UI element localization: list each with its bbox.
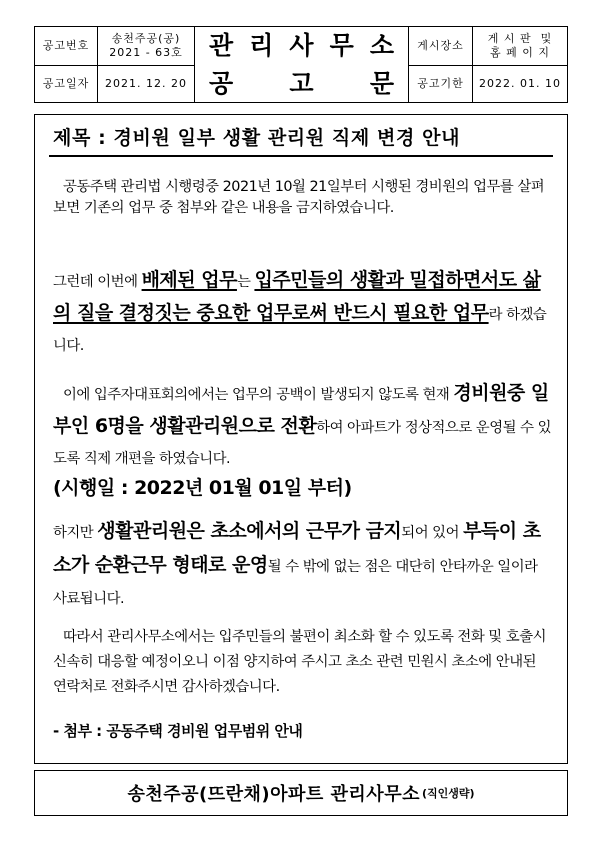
paragraph-2-text-a: 그런데 이번에 [53,274,142,290]
office-title-char-3: 사 [289,31,314,60]
date-label: 공고일자 [35,65,98,102]
paragraph-5: 따라서 관리사무소에서는 입주민들의 불편이 최소화 할 수 있도록 전화 및 호출시 신속히 대응할 예정이오니 이점 양지하여 주시고 초소 관련 민원시 초소에 안내된 연락처로 전화주시면 감사하겠습니다. [53,629,546,695]
office-title-char-5: 소 [369,31,394,60]
notice-body [34,114,568,764]
paragraph-4-emph-rotation: 부득이 초소가 순환근무 형태로 운영 [53,520,541,576]
paragraph-4-text-c: 되어 있어 [401,525,464,541]
paragraph-2-emph-excluded: 배제된 업무 [141,269,237,291]
posting-place-value-line1: 게 시 판 및 [487,32,553,45]
paragraph-4-emph-prohibited: 생활관리원은 초소에서의 근무가 금지 [97,520,402,542]
date-value: 2021. 12. 20 [98,65,195,102]
notice-header-table [34,26,568,103]
issuer-footer [34,770,568,816]
notice-title-char-2: 고 [289,68,314,98]
paragraph-2-emph-important: 입주민들의 생활과 밀접하면서도 삶의 질을 결정짓는 중요한 업무로써 반드시 필요한 업무 [53,269,541,324]
paragraph-4-text-a: 하지만 [53,525,98,541]
office-title [195,27,409,65]
office-title-char-4: 무 [329,31,354,60]
notice-title [195,65,409,102]
paragraph-3-text-a: 이에 입주자대표회의에서는 업무의 공백이 발생되지 않도록 현재 [63,387,454,403]
attachment-note: - 첨부 : 공동주택 경비원 업무범위 안내 [53,722,303,740]
paragraph-4 [53,515,553,615]
period-value: 2022. 01. 10 [479,76,561,90]
office-title-char-1: 관 [209,31,234,60]
notice-no-label: 공고번호 [35,27,98,65]
notice-title-char-1: 공 [209,68,234,98]
paragraph-2-text-c: 는 [236,274,255,290]
posting-place-value-line2: 홈 페 이 지 [490,46,550,59]
notice-no-value-line2: 2021 - 63호 [109,46,183,59]
effective-date: (시행일 : 2022년 01월 01일 부터) [53,477,352,499]
paragraph-3 [53,378,553,475]
title-underline [49,155,553,157]
paragraph-4-text-e: 될 수 밖에 없는 점은 대단히 안타까운 일이라 사료됩니다. [53,559,538,607]
paragraph-2 [53,265,553,362]
paragraph-3-text-c: 하여 아파트가 정상적으로 운영될 수 있도록 직제 개편을 하였습니다. [53,420,551,467]
notice-title-char-3: 문 [369,68,394,98]
notice-no-value-line1: 송천주공(공) [111,32,181,45]
period-label: 공고기한 [409,65,473,102]
seal-omitted-note: (직인생략) [421,787,475,800]
posting-place-value [473,27,567,65]
office-title-char-2: 리 [249,31,274,60]
document-title: 제목 : 경비원 일부 생활 관리원 직제 변경 안내 [53,127,461,149]
issuer-name: 송천주공(뜨란채)아파트 관리사무소 [127,784,420,805]
paragraph-1: 공동주택 관리법 시행령중 2021년 10월 21일부터 시행된 경비원의 업무를 살펴보면 기존의 업무 중 첨부와 같은 내용을 금지하였습니다. [53,179,545,216]
paragraph-2-text-e: 라 하겠습니다. [53,307,547,354]
notice-no-value [98,27,195,65]
paragraph-3-emph-conversion: 경비원중 일부인 6명을 생활관리원으로 전환 [53,382,549,437]
posting-place-label: 게시장소 [409,27,473,65]
